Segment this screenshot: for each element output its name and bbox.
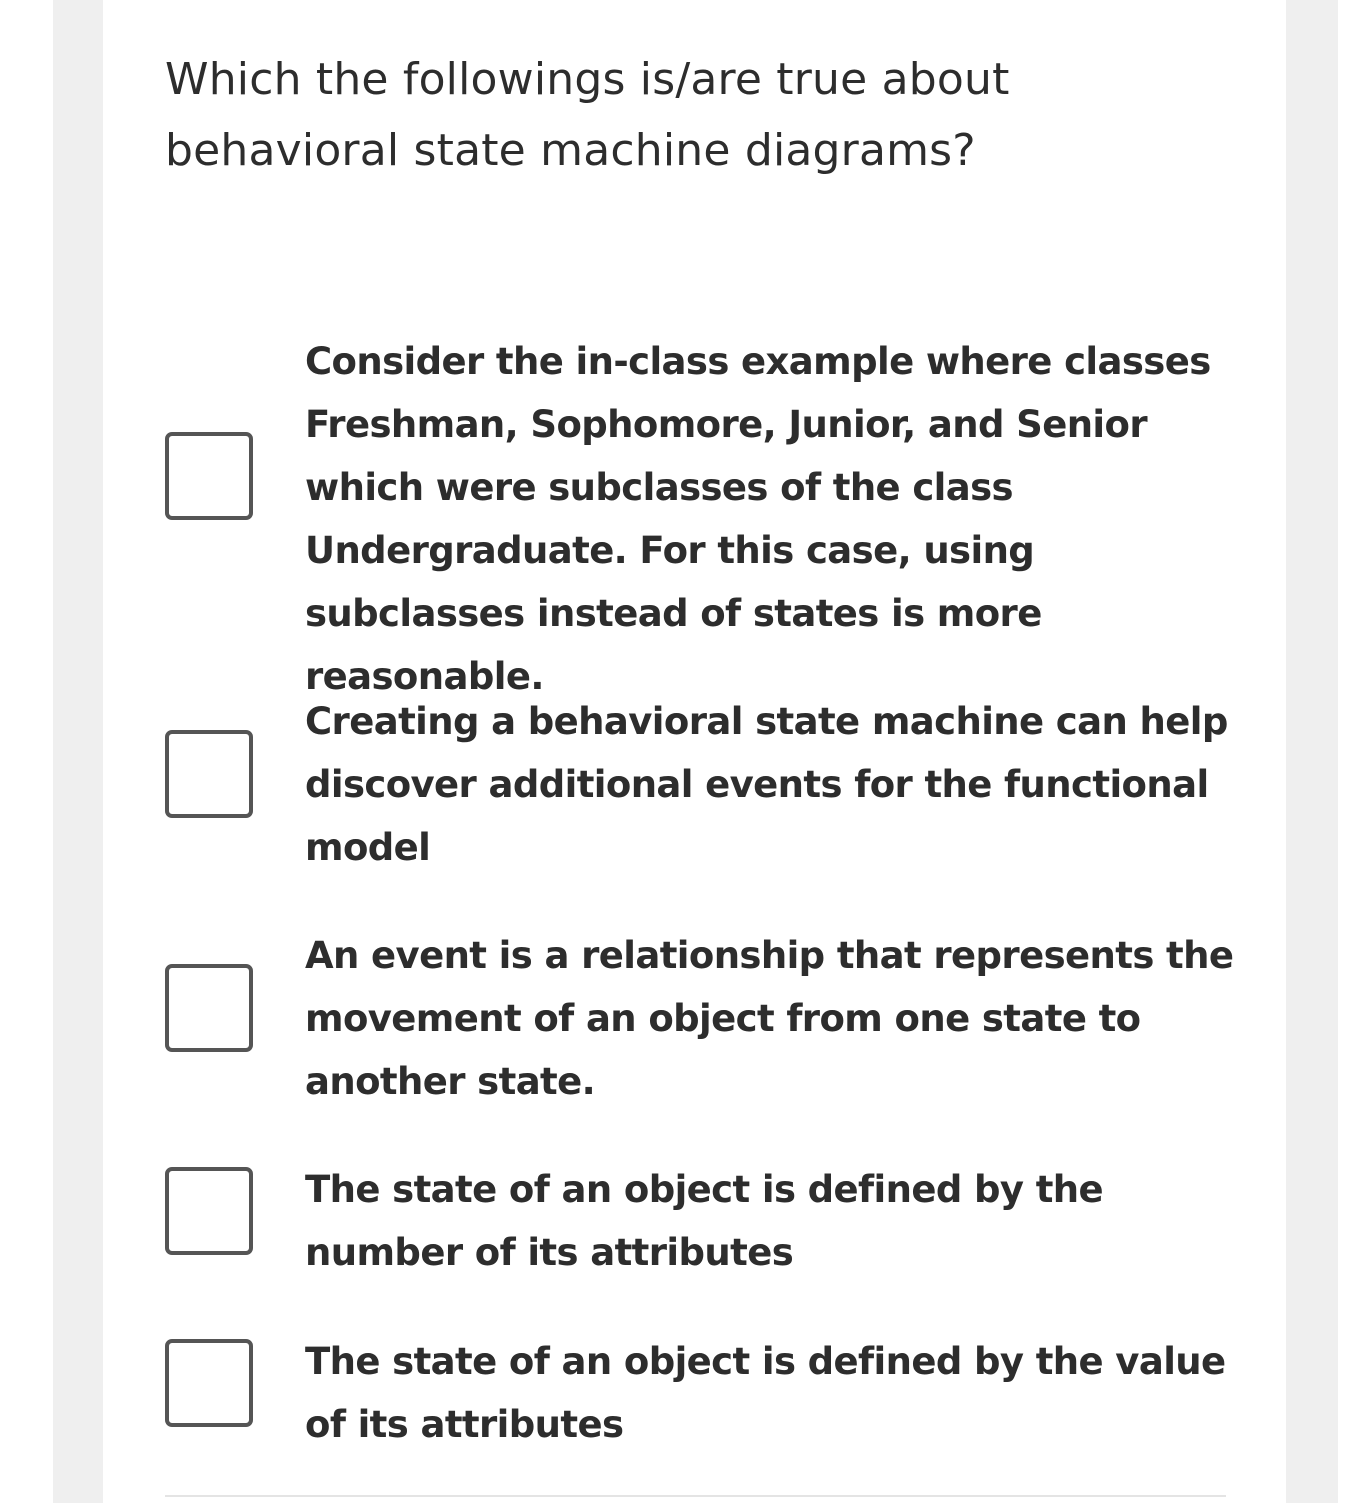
left-gutter xyxy=(53,0,103,1503)
answer-checkbox-2[interactable] xyxy=(165,730,253,818)
answer-list xyxy=(103,0,1286,1503)
answer-label-1[interactable]: Consider the in-class example where classes Freshman, Sophomore, Junior, and Senior which were subclasses of the class Undergraduate. For this case, using subclasses instead of states is more reasonable. xyxy=(305,340,1211,698)
answer-checkbox-4[interactable] xyxy=(165,1167,253,1255)
right-gutter xyxy=(1286,0,1338,1503)
answer-label-4[interactable]: The state of an object is defined by the number of its attributes xyxy=(305,1168,1104,1274)
bottom-divider xyxy=(165,1495,1226,1497)
answer-checkbox-1[interactable] xyxy=(165,432,253,520)
question-text: Which the followings is/are true about behavioral state machine diagrams? xyxy=(165,54,1010,176)
answer-label-5[interactable]: The state of an object is defined by the value of its attributes xyxy=(305,1340,1226,1446)
answer-checkbox-3[interactable] xyxy=(165,964,253,1052)
question-card xyxy=(103,0,1286,1503)
answer-checkbox-5[interactable] xyxy=(165,1339,253,1427)
answer-label-2[interactable]: Creating a behavioral state machine can help discover additional events for the functional model xyxy=(305,700,1228,869)
answer-label-3[interactable]: An event is a relationship that represents the movement of an object from one state to another state. xyxy=(305,934,1234,1103)
